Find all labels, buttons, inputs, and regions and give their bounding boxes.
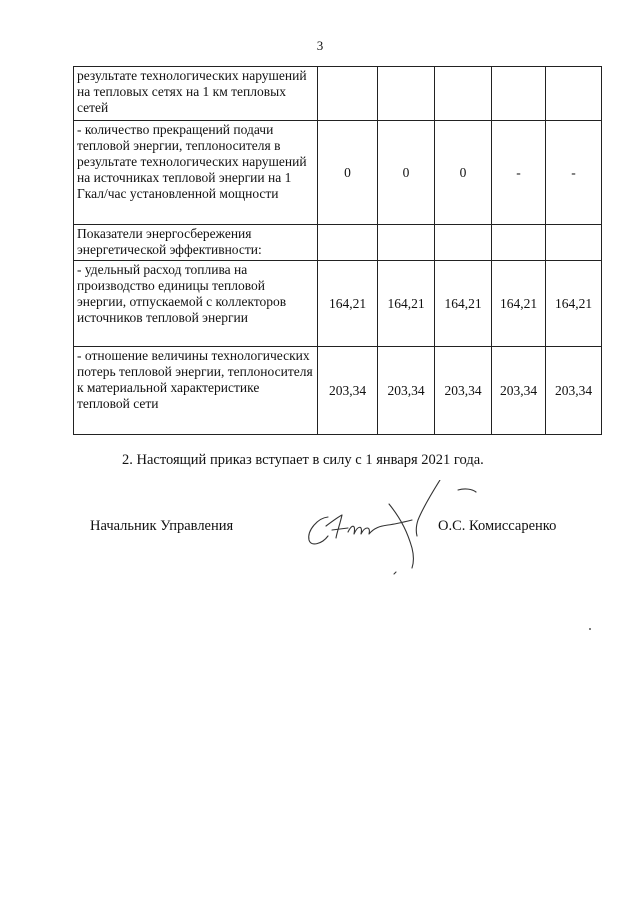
row-value xyxy=(378,225,435,261)
row-value: 0 xyxy=(435,121,492,225)
row-value: 164,21 xyxy=(378,261,435,347)
row-value xyxy=(492,67,546,121)
row-label: - удельный расход топлива на производство единицы тепловой энергии, отпускаемой с коллекторов источников тепловой энергии xyxy=(74,261,318,347)
row-value: - xyxy=(492,121,546,225)
table-row xyxy=(74,67,602,121)
row-label: - количество прекращений подачи тепловой энергии, теплоносителя в результате технологических нарушений на источниках тепловой энергии на 1 Гкал/час установленной мощности xyxy=(74,121,318,225)
indicators-table xyxy=(73,66,602,435)
table-row xyxy=(74,121,602,225)
row-value: 203,34 xyxy=(546,347,602,435)
signatory-role: Начальник Управления xyxy=(90,518,234,534)
row-label: результате технологических нарушений на тепловых сетях на 1 км тепловых сетей xyxy=(74,67,318,121)
row-value: 203,34 xyxy=(318,347,378,435)
row-value xyxy=(492,225,546,261)
scan-speck xyxy=(589,628,591,630)
row-label: Показатели энергосбережения энергетической эффективности: xyxy=(74,225,318,261)
row-value: 164,21 xyxy=(318,261,378,347)
row-value: 164,21 xyxy=(435,261,492,347)
row-value xyxy=(378,67,435,121)
row-value xyxy=(435,67,492,121)
row-value: 203,34 xyxy=(492,347,546,435)
row-value: 203,34 xyxy=(435,347,492,435)
row-value xyxy=(318,225,378,261)
table-row xyxy=(74,225,602,261)
row-value xyxy=(546,67,602,121)
row-value: - xyxy=(546,121,602,225)
table-row xyxy=(74,347,602,435)
signatory-name: О.С. Комиссаренко xyxy=(438,518,557,534)
row-value: 164,21 xyxy=(546,261,602,347)
row-value: 0 xyxy=(318,121,378,225)
row-value: 203,34 xyxy=(378,347,435,435)
row-value xyxy=(318,67,378,121)
row-value: 0 xyxy=(378,121,435,225)
row-label: - отношение величины технологических потерь тепловой энергии, теплоносителя к материальной характеристике тепловой сети xyxy=(74,347,318,435)
row-value xyxy=(435,225,492,261)
page-number: 3 xyxy=(316,38,324,53)
row-value: 164,21 xyxy=(492,261,546,347)
table-row xyxy=(74,261,602,347)
row-value xyxy=(546,225,602,261)
effective-date-paragraph: 2. Настоящий приказ вступает в силу с 1 января 2021 года. xyxy=(122,452,484,468)
